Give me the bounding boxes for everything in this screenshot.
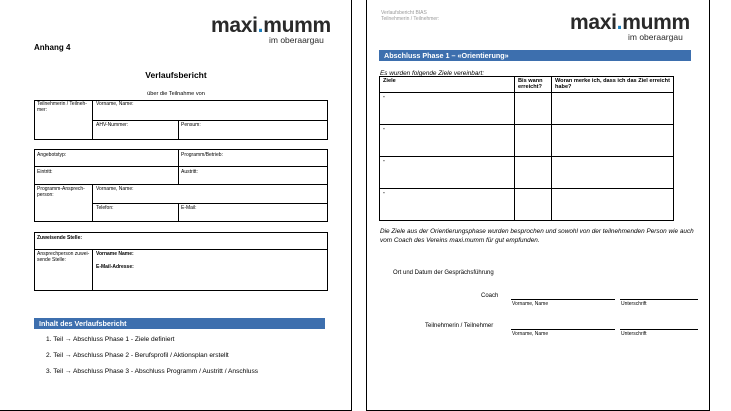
contact-name-field[interactable]: Vorname, Name: [96,186,134,192]
logo-subtitle: im oberaargau [269,35,324,45]
coach-label: Coach [481,293,499,299]
office-email-field[interactable]: E-Mail-Adresse: [96,264,134,270]
coach-signature-line[interactable] [620,299,698,300]
coach-name-line[interactable] [511,299,615,300]
document-page-1 [0,0,352,411]
page-header-title: Verlaufsbericht BIAS [381,10,427,16]
participant-label: Teilnehmerin / Teilnehmer [425,323,494,329]
email-field[interactable]: E-Mail: [181,205,197,211]
office-contact-label: Ansprechperson zuwei-sende Stelle: [37,251,90,263]
phone-field[interactable]: Telefon: [96,205,114,211]
goal-cell[interactable]: - [380,125,515,157]
table-row [380,125,674,157]
criteria-header: Woran merke ich, dass ich das Ziel erreicht habe? [552,77,674,93]
page-header-participant: Teilnehmerin / Teilnehmer: [381,16,440,22]
signature-caption: Unterschrift [621,331,647,337]
table-row [380,157,674,189]
name-caption: Vorname, Name [512,301,549,307]
goal-cell[interactable]: - [380,157,515,189]
referring-office-label: Zuweisende Stelle: [37,235,83,241]
appendix-label: Anhang 4 [34,43,71,52]
deadline-header: Bis wann erreicht? [515,77,552,93]
contact-person-label: Programm-Ansprech-person: [37,186,85,198]
document-page-2 [366,0,710,411]
name-caption: Vorname, Name [512,331,549,337]
entry-field[interactable]: Eintritt: [37,169,53,175]
goals-header: Ziele [380,77,515,93]
maxi-mumm-logo: maxi.mumm [211,14,331,37]
offer-type-field[interactable]: Angebotstyp: [37,152,67,158]
pensum-field[interactable]: Pensum: [181,122,201,128]
goal-cell[interactable]: - [380,93,515,125]
page-subtitle: über die Teilnahme von [147,91,205,97]
table-row [380,93,674,125]
contents-section-header: Inhalt des Verlaufsbericht [34,318,325,329]
goal-cell[interactable]: - [380,189,515,221]
agreement-paragraph: Die Ziele aus der Orientierungsphase wurden besprochen und sowohl von der teilnehmenden Person wie auch vom Coach des Vereins maxi.mumm für gut empfunden. [380,228,694,244]
place-date-label: Ort und Datum der Gesprächsführung [393,270,494,276]
program-field[interactable]: Programm/Betrieb: [181,152,223,158]
exit-field[interactable]: Austritt: [181,169,198,175]
participant-name-line[interactable] [511,329,615,330]
logo-subtitle: im oberaargau [628,32,683,42]
page-title: Verlaufsbericht [145,70,207,80]
maxi-mumm-logo: maxi.mumm [570,11,690,34]
contents-item: 2. Teil → Abschluss Phase 2 - Berufsprofil / Aktionsplan erstellt [46,352,229,359]
goals-table [379,76,674,221]
phase-section-header: Abschluss Phase 1 – «Orientierung» [379,50,691,61]
table-row [380,189,674,221]
participant-label: Teilnehmerin / Teilneh-mer: [37,101,87,113]
participant-signature-line[interactable] [620,329,698,330]
ahv-field[interactable]: AHV-Nummer: [96,122,129,128]
goals-intro: Es wurden folgende Ziele vereinbart: [380,70,485,77]
office-name-field[interactable]: Vorname Name: [96,251,134,257]
name-field[interactable]: Vorname, Name: [96,101,134,107]
signature-caption: Unterschrift [621,301,647,307]
contents-item: 3. Teil → Abschluss Phase 3 - Abschluss Programm / Austritt / Anschluss [46,368,259,375]
contents-item: 1. Teil → Abschluss Phase 1 - Ziele definiert [46,336,175,343]
